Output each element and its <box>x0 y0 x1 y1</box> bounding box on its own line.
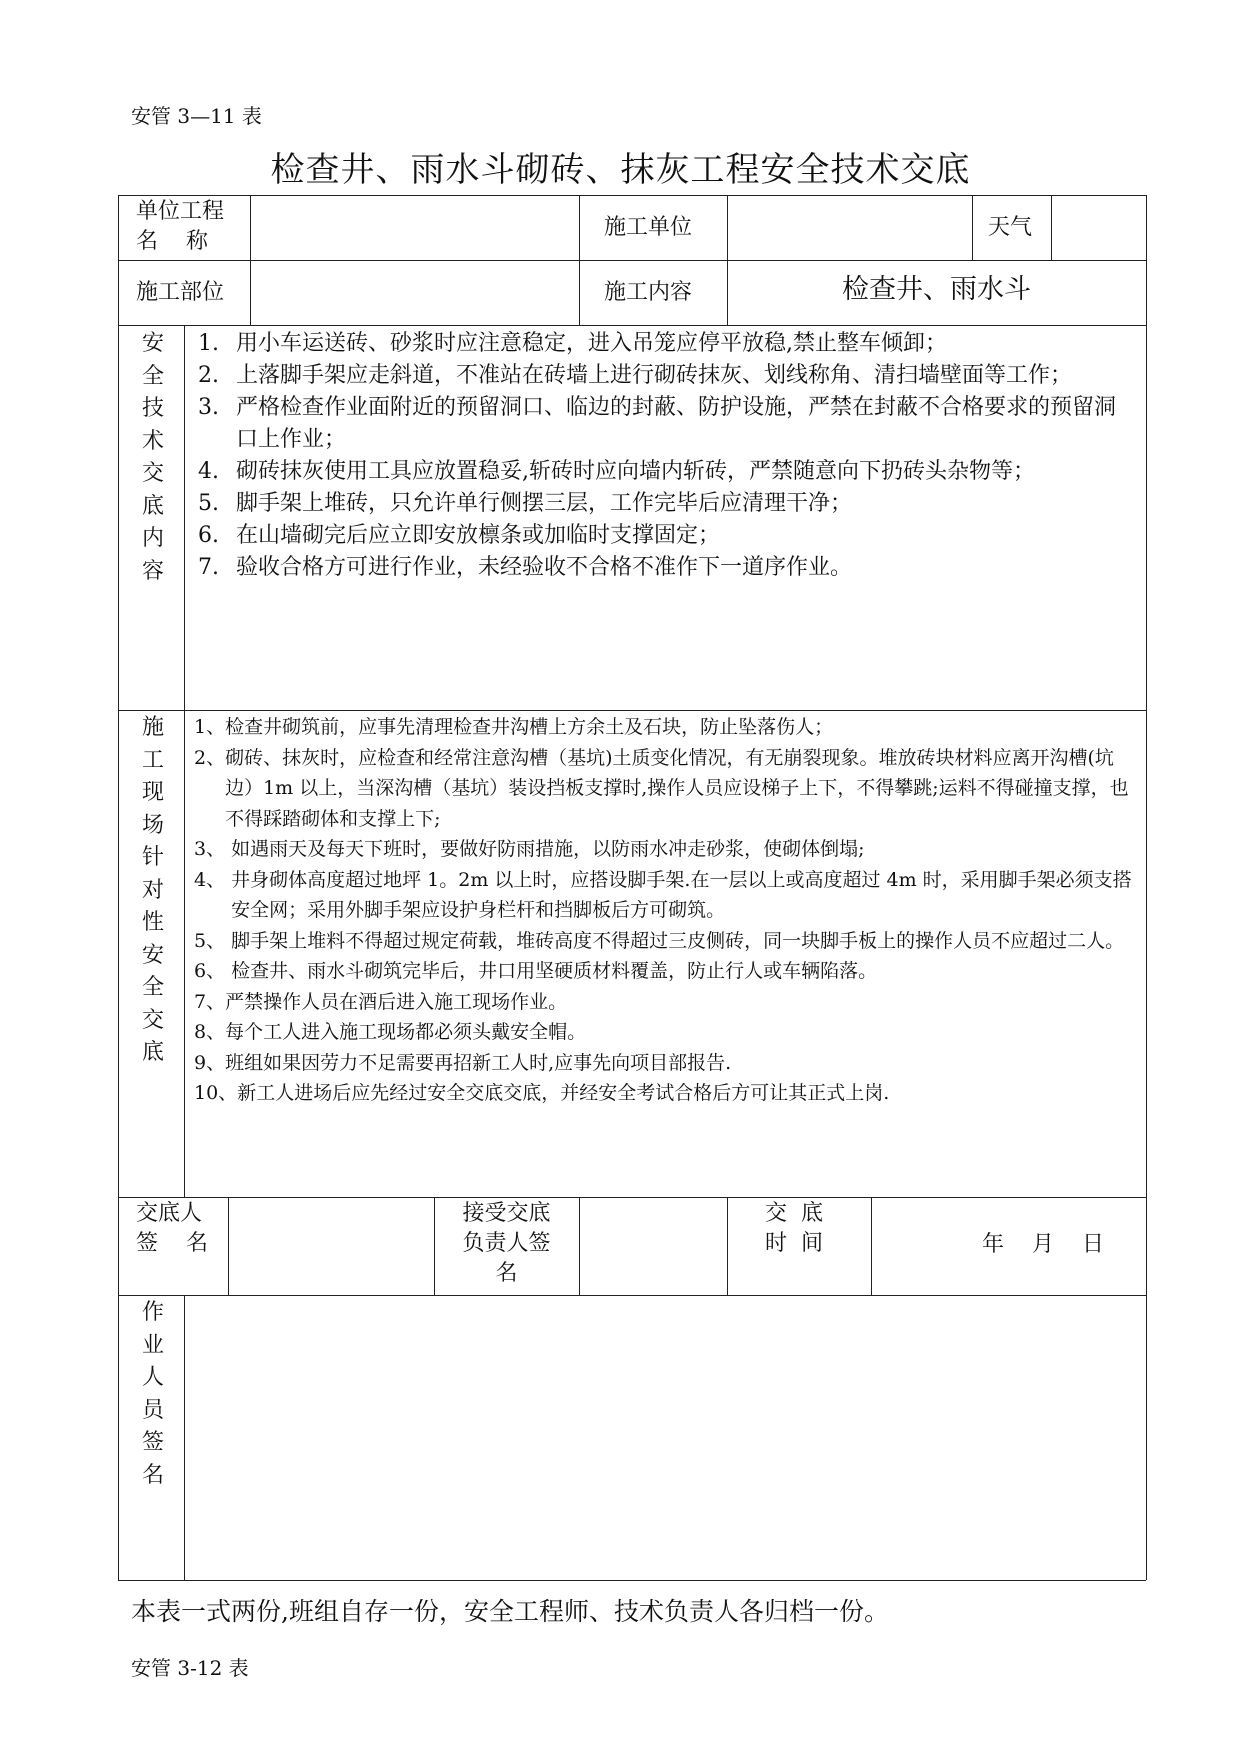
unit-project-label-line2: 名 称 <box>136 229 208 254</box>
briefing-date-field[interactable]: 年 月 日 <box>982 1232 1104 1257</box>
briefer-signature-label <box>136 1199 208 1259</box>
list-item: 10、 新工人进场后应先经过安全交底交底，并经安全考试合格后方可让其正式上岗. <box>194 1082 890 1104</box>
list-item: 3. 严格检查作业面附近的预留洞口、临边的封蔽、防护设施，严禁在封蔽不合格要求的预留洞口上作业； <box>198 395 1117 452</box>
briefing-time-label-line2: 时 间 <box>765 1231 823 1256</box>
list-item: 2、 砌砖、抹灰时，应检查和经常注意沟槽（基坑)土质变化情况，有无崩裂现象。堆放砖块材料应离开沟槽(坑边）1m 以上，当深沟槽（基坑）装设挡板支撑时,操作人员应设梯子上下，不得攀跳;运料不得碰撞支撑，也不得踩踏砌体和支撑上下; <box>194 746 1129 830</box>
receiver-label-line2: 负责人签 <box>462 1231 551 1256</box>
construction-content-value: 检查井、雨水斗 <box>842 274 1031 305</box>
construction-unit-label: 施工单位 <box>604 215 693 240</box>
site-specific-safety-list <box>194 712 1138 1109</box>
receiver-label-line1: 接受交底 <box>462 1201 551 1226</box>
safety-content-list <box>198 328 1136 584</box>
list-item: 7. 验收合格方可进行作业，未经验收不合格不准作下一道序作业。 <box>198 555 853 580</box>
receiver-label-line3: 名 <box>495 1261 518 1286</box>
list-item: 6、 检查井、雨水斗砌筑完毕后，井口用坚硬质材料覆盖，防止行人或车辆陷落。 <box>194 960 878 982</box>
list-item: 1. 用小车运送砖、砂浆时应注意稳定，进入吊笼应停平放稳,禁止整车倾卸； <box>198 331 947 356</box>
construction-content-label: 施工内容 <box>604 280 693 305</box>
site-specific-safety-label: 施工现场针对性安全交底 <box>141 715 164 1065</box>
construction-part-label: 施工部位 <box>136 280 225 305</box>
footnote: 本表一式两份,班组自存一份，安全工程师、技术负责人各归档一份。 <box>131 1597 889 1626</box>
list-item: 4. 砌砖抹灰使用工具应放置稳妥,斩砖时应向墙内斩砖，严禁随意向下扔砖头杂物等； <box>198 459 1035 484</box>
list-item: 5、 脚手架上堆料不得超过规定荷载，堆砖高度不得超过三皮侧砖，同一块脚手板上的操作人员不应超过二人。 <box>194 929 1125 952</box>
briefer-label-line2: 签 名 <box>136 1231 208 1256</box>
list-item: 5. 脚手架上堆砖，只允许单行侧摆三层，工作完毕后应清理干净； <box>198 491 853 516</box>
list-item: 8、 每个工人进入施工现场都必须头戴安全帽。 <box>194 1021 587 1043</box>
workers-signature-label: 作业人员签名 <box>141 1300 164 1488</box>
list-item: 9、 班组如果因劳力不足需要再招新工人时,应事先向项目部报告. <box>194 1051 732 1074</box>
workers-signature-field[interactable] <box>194 1300 1134 1570</box>
list-item: 2. 上落脚手架应走斜道，不准站在砖墙上进行砌砖抹灰、划线称角、清扫墙壁面等工作； <box>198 363 1073 388</box>
list-item: 6. 在山墙砌完后应立即安放檩条或加临时支撑固定； <box>198 523 721 548</box>
unit-project-label-line1: 单位工程 <box>136 199 225 224</box>
receiver-signature-label <box>434 1199 579 1289</box>
form-code-bottom: 安管 3-12 表 <box>131 1656 249 1680</box>
list-item: 7、 严禁操作人员在酒后进入施工现场作业。 <box>194 990 568 1013</box>
briefing-time-label-line1: 交 底 <box>765 1201 823 1226</box>
document-title: 检查井、雨水斗砌砖、抹灰工程安全技术交底 <box>270 150 971 190</box>
list-item: 3、 如遇雨天及每天下班时，要做好防雨措施，以防雨水冲走砂浆，使砌体倒塌; <box>194 838 865 860</box>
list-item: 4、 井身砌体高度超过地坪 1。2m 以上时，应搭设脚手架.在一层以上或高度超过 4m 时，采用脚手架必须支搭安全网；采用外脚手架应设护身栏杆和挡脚板后方可砌筑。 <box>194 868 1132 921</box>
unit-project-label <box>136 197 224 257</box>
briefing-time-label <box>765 1199 823 1259</box>
form-code-top: 安管 3—11 表 <box>131 104 262 128</box>
weather-label: 天气 <box>988 215 1033 240</box>
list-item: 1、 检查井砌筑前，应事先清理检查井沟槽上方余土及石块，防止坠落伤人； <box>194 716 834 738</box>
safety-content-label: 安全技术交底内容 <box>141 331 164 584</box>
briefer-label-line1: 交底人 <box>136 1201 203 1226</box>
